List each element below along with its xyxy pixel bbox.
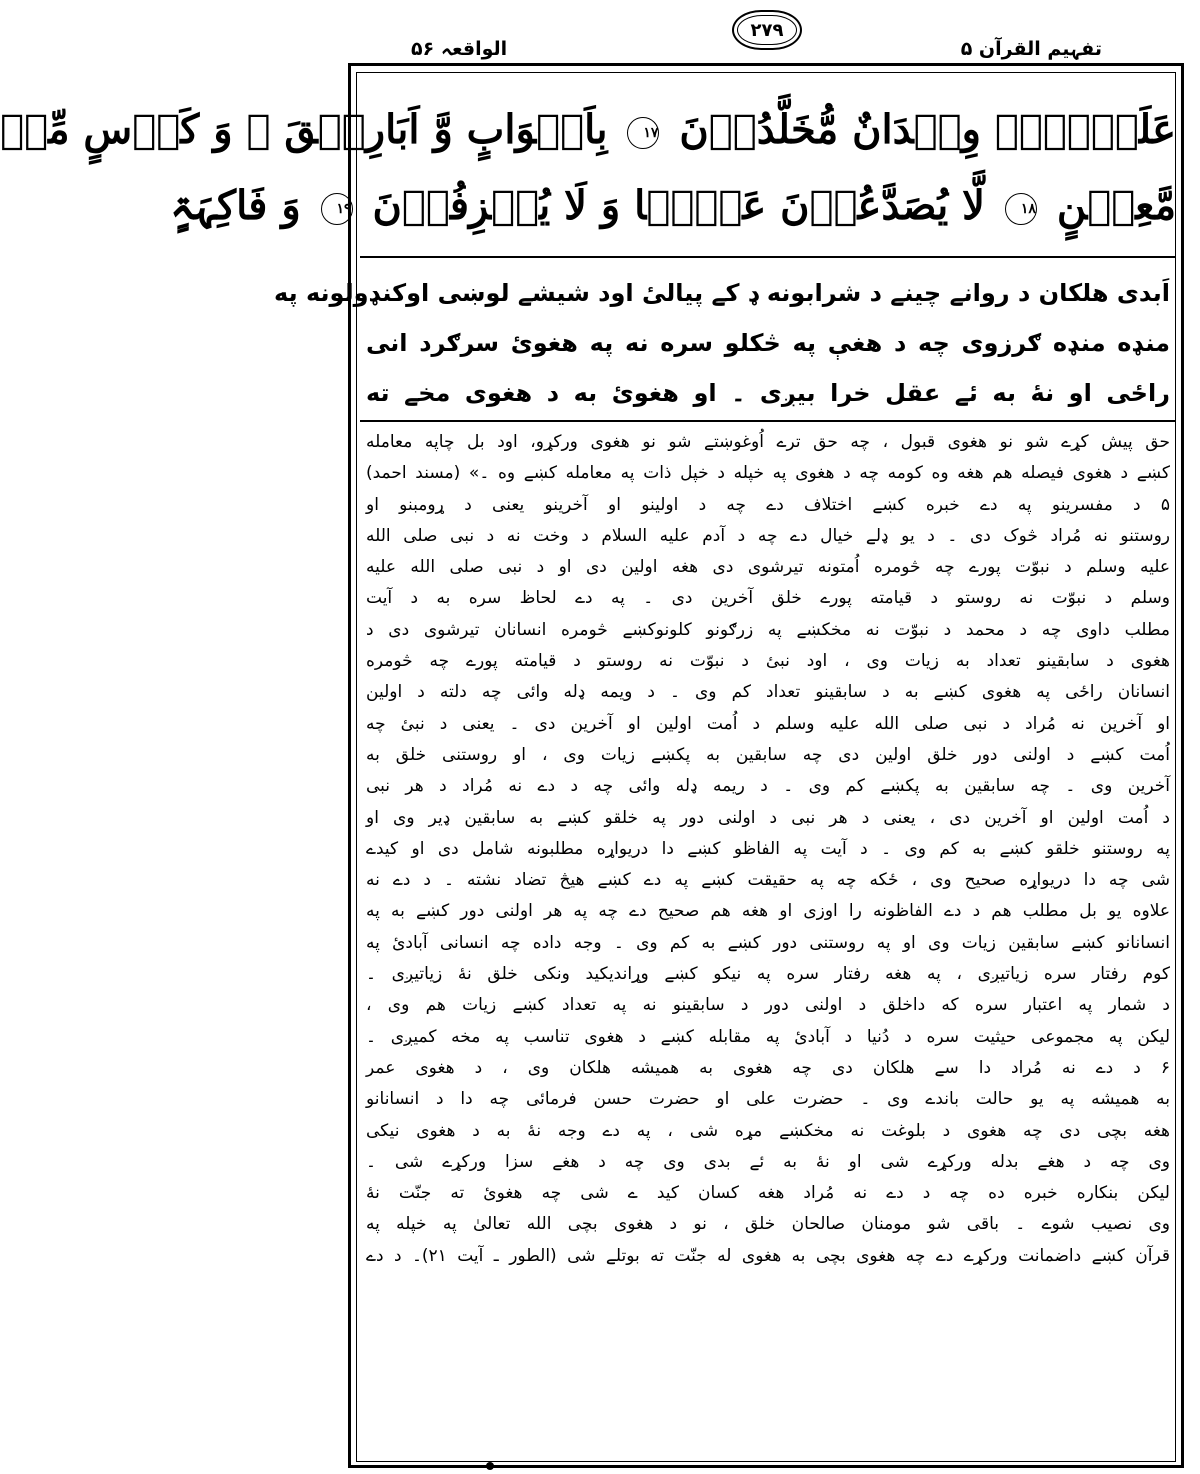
commentary-line: علاوه یو بل مطلب هم د دے الفاظونه را اوزی او هغه هم صحیح دے چه په هر اولنی دور کښے به په — [366, 901, 1170, 922]
verse-text: عَلَیۡہِمۡ وِلۡدَانٌ مُّخَلَّدُوۡنَ — [679, 106, 1176, 153]
commentary-line: انسانان راځی په هغوی کښے به د سابقینو تعداد کم وی ۔ د ویمه ډله وائی چه دلته د اولین — [366, 682, 1170, 703]
commentary-line: د اُمت اولین او آخرین دی ، یعنی د هر نبی د اولنی دور په خلقو کښے به سابقین ډیر وی او — [366, 807, 1170, 828]
commentary-line: وی چه د هغے بدله ورکړے شی او نهٔ به ئے بدی وی چه د هغے سزا ورکړے شی ۔ — [366, 1151, 1170, 1172]
commentary-line: آخرین وی ۔ چه سابقین به پکښے کم وی ۔ د ریمه ډله وائی چه د دے نه مُراد د هر نبی — [366, 776, 1170, 797]
commentary-line: به همیشه په یو حالت باندے وی ۔ حضرت علی او حضرت حسن فرمائی چه دا د انسانانو — [366, 1089, 1170, 1110]
verse-line-1 — [0, 92, 1176, 168]
commentary-line: ۵ د مفسرینو په دے خبره کښے اختلاف دے چه د اولینو او آخرینو یعنی د ړومبنو او — [366, 494, 1170, 515]
ayah-marker-18: ۱۸ — [1005, 193, 1037, 225]
commentary-line: حق پیش کړے شو نو هغوی قبول ، چه حق ترے اُوغوښتے شو نو هغوی ورکړو، اود بل چاپه معامله — [366, 432, 1170, 452]
verse-text: بِاَکۡوَابٍ وَّ اَبَارِیۡقَ ۙ وَ کَاۡسٍ مِّنۡ — [0, 106, 608, 153]
commentary-line: د شمار په اعتبار سره که داخلق د اولنی دور د سابقینو نه په تعداد کښے زیات هم وی ، — [366, 995, 1170, 1016]
page-number — [732, 10, 802, 50]
commentary-line: لیکن په مجموعی حیثیت سره د دُنیا د آبادیٔ په مقابله کښے د هغوی تناسب په مخه کمیږی ۔ — [366, 1026, 1170, 1047]
quran-verse — [0, 92, 1176, 252]
page-header — [336, 8, 1200, 60]
divider-rule — [360, 420, 1176, 422]
commentary-line: کښے د هغوی فیصله هم هغه وه کومه چه د هغوی په خپله د خپل ذات په معامله کښے وه ۔» (مسند احمد) — [366, 463, 1170, 484]
verse-text: مَّعِیۡنٍ — [1056, 182, 1176, 229]
commentary-line: ۶ د دے نه مُراد دا سے هلکان دی چه هغوی به همیشه هلکان وی ، د هغوی عمر — [366, 1057, 1170, 1078]
commentary-line: او آخرین نه مُراد د نبی صلی الله علیه وسلم د اُمت اولین او آخرین دی ۔ یعنی د نبیٔ چه — [366, 713, 1170, 734]
translation-line: راځی او نهٔ به ئے عقل خرا بیږی ۔ او هغویٔ به د هغوی مخے ته — [366, 379, 1170, 407]
verse-line-2 — [170, 168, 1176, 244]
commentary-line: وی نصیب شوے ۔ باقی شو مومنان صالحان خلق ، نو د هغوی بچی الله تعالیٰ په خپله په — [366, 1214, 1170, 1235]
verse-text: لَّا یُصَدَّعُوۡنَ عَنۡہَا وَ لَا یُنۡزِفُوۡنَ — [372, 182, 985, 229]
commentary-line: قرآن کښے داضمانت ورکړے دے چه هغوی بچی به هغوی له جنّت ته بوتلے شی (الطور ـ آیت ۲۱)۔ د دے — [366, 1245, 1170, 1266]
footer-dot — [486, 1462, 494, 1470]
commentary-line: په روستنو خلقو کښے به کم وی ۔ د آیت په الفاظو کښے دا دریواړه مطلبونه شامل دی او کیدے — [366, 838, 1170, 859]
translation-line: اَبدی هلکان د روانے چینے د شرابونه ډ کے پیالیٔ اود شیشے لوښی اوکنډولونه په — [274, 279, 1170, 307]
commentary-line: انسانانو کښے سابقین زیات وی او په روستنی دور کښے به کم وی ۔ وجه داده چه انسانی آبادیٔ په — [366, 932, 1170, 953]
ayah-marker-19: ۱۹ — [321, 193, 353, 225]
ayah-marker-17: ۱۷ — [627, 117, 659, 149]
commentary-line: کوم رفتار سره زیاتیږی ، په هغه رفتار سره په نیکو کښے وړاندیکید ونکی خلق نهٔ زیاتیږی ۔ — [366, 964, 1170, 985]
commentary-line: اُمت کښے د اولنی دور خلق اولین دی چه سابقین به پکښے زیات وی ، او روستنی خلق به — [366, 744, 1170, 765]
commentary-line: مطلب داوی چه د محمد د نبوّت نه مخکښے په زرګونو کلونوکښے څومره انسانان تیرشوی دی د — [366, 619, 1170, 640]
commentary-line: هغه بچی دی چه هغوی د بلوغت نه مخکښے مړه شی ، په دے وجه نهٔ به د هغوی نیکی — [366, 1120, 1170, 1141]
commentary-block — [366, 427, 1170, 1272]
verse-text: وَ فَاکِہَۃٍ — [170, 182, 301, 229]
commentary-line: وسلم د نبوّت نه روستو د قیامته پورے خلق آخرین دی ۔ په دے لحاظ سره به د آیت — [366, 588, 1170, 609]
commentary-line: هغوی د سابقینو تعداد به زیات وی ، اود نبیٔ د نبوّت نه روستو د قیامته پورے چه څومره — [366, 651, 1170, 672]
book-title: تفہیم القرآن ۵ — [960, 38, 1102, 60]
translation-block — [274, 268, 1170, 418]
divider-rule — [360, 256, 1176, 258]
commentary-line: لیکن بنکاره خبره ده چه د دے نه مُراد هغه کسان کید ے شی چه هغویٔ ته جنّت نهٔ — [366, 1183, 1170, 1204]
commentary-line: علیه وسلم د نبوّت پورے چه څومره اُمتونه تیرشوی دی هغه اولین دی او د نبی صلی الله علیه — [366, 557, 1170, 578]
surah-name: الواقعہ ۵۶ — [411, 38, 508, 60]
page-number-text: ۲۷۹ — [750, 19, 784, 41]
commentary-line: روستنو نه مُراد څوک دی ۔ د یو ډلے خیال دے چه د آدم علیه السلام د وخت نه د نبی صلی الله — [366, 525, 1170, 546]
commentary-line: شی چه دا دریواړه صحیح وی ، ځکه چه په حقیقت کښے په دے کښے هیڅ تضاد نشته ۔ د دے نه — [366, 870, 1170, 891]
translation-line: منډه منډه ګرزوی چه د هغې په څکلو سره نه په هغویٔ سرګرد انی — [366, 329, 1170, 357]
